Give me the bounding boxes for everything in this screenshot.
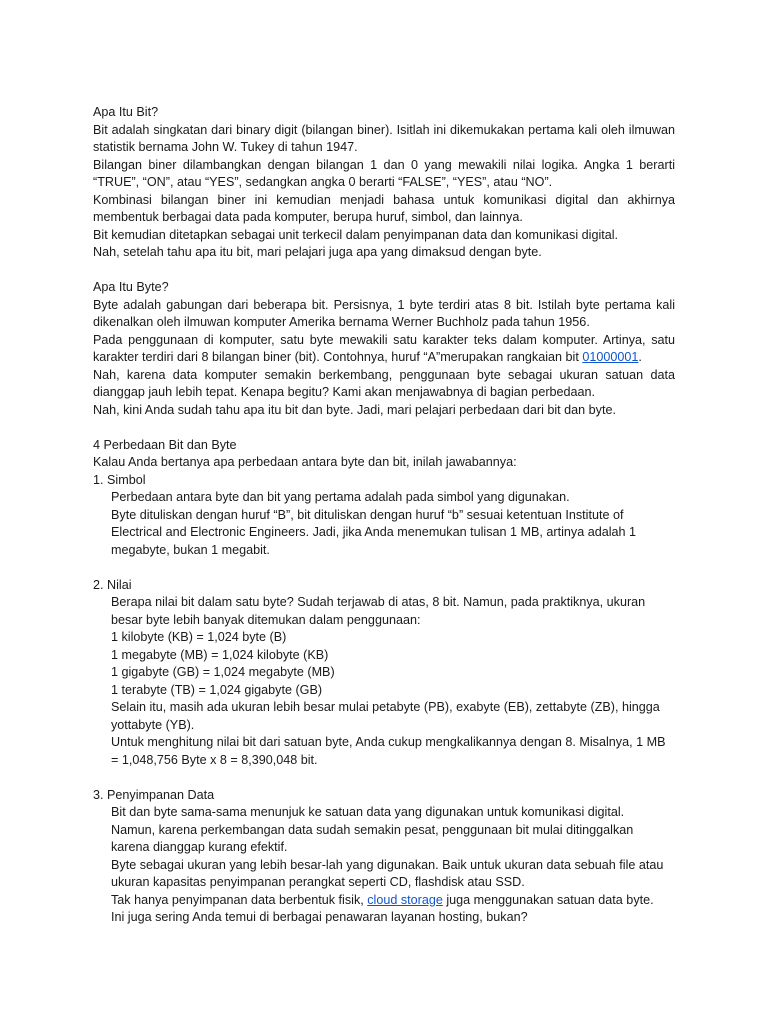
penyimpanan-paragraph-1: Bit dan byte sama-sama menunjuk ke satuan data yang digunakan untuk komunikasi digital. <box>111 805 625 819</box>
penyimpanan-paragraph-4 <box>111 892 675 910</box>
bit-paragraph-3: Kombinasi bilangan biner ini kemudian menjadi bahasa untuk komunikasi digital dan akhirnya membentuk berbagai data pada komputer, berupa huruf, simbol, dan lainnya. <box>93 192 675 224</box>
byte-paragraph-1: Byte adalah gabungan dari beberapa bit. Persisnya, 1 byte terdiri atas 8 bit. Istilah byte pertama kali dikenalkan oleh ilmuwan komputer Amerika bernama Werner Buchholz pada tahun 1956. <box>93 297 675 329</box>
conversion-line: 1 terabyte (TB) = 1,024 gigabyte (GB) <box>111 682 323 697</box>
bit-paragraph-5: Nah, setelah tahu apa itu bit, mari pelajari juga apa yang dimaksud dengan byte. <box>93 245 542 259</box>
conversion-line: 1 kilobyte (KB) = 1,024 byte (B) <box>111 630 287 644</box>
bit-paragraph-2: Bilangan biner dilambangkan dengan bilangan 1 dan 0 yang mewakili nilai logika. Angka 1 berarti “TRUE”, “ON”, atau “YES”, sedangkan angka 0 berarti “FALSE”, “YES”, atau “NO”. <box>93 157 675 189</box>
nilai-paragraph-2: Selain itu, masih ada ukuran lebih besar mulai petabyte (PB), exabyte (EB), zettabyte (ZB), hingga yottabyte (YB). <box>111 700 660 732</box>
nilai-body <box>93 594 675 769</box>
document-page <box>93 104 675 927</box>
cloud-storage-link[interactable]: cloud storage <box>367 892 443 907</box>
penyimpanan-paragraph-4-end: juga menggunakan satuan data byte. <box>442 892 654 907</box>
byte-paragraph-2 <box>93 332 675 367</box>
blank-line <box>93 262 675 280</box>
blank-line <box>93 419 675 437</box>
blank-line <box>93 769 675 787</box>
penyimpanan-paragraph-3: Byte sebagai ukuran yang lebih besar-lah yang digunakan. Baik untuk ukuran data sebuah file atau ukuran kapasitas penyimpanan perangkat seperti CD, flashdisk atau SSD. <box>111 857 664 889</box>
conversion-line: 1 gigabyte (GB) = 1,024 megabyte (MB) <box>111 665 335 679</box>
heading-perbedaan: 4 Perbedaan Bit dan Byte <box>93 437 237 452</box>
simbol-body <box>93 489 675 559</box>
nilai-paragraph-3: Untuk menghitung nilai bit dari satuan byte, Anda cukup mengkalikannya dengan 8. Misalnya, 1 MB = 1,048,756 Byte x 8 = 8,390,048 bit. <box>111 735 666 767</box>
list-item-simbol-title: 1. Simbol <box>93 472 146 487</box>
list-item-penyimpanan-title: 3. Penyimpanan Data <box>93 787 215 802</box>
heading-apa-itu-bit: Apa Itu Bit? <box>93 105 159 119</box>
byte-paragraph-3: Nah, karena data komputer semakin berkembang, penggunaan byte sebagai ukuran satuan data dianggap jauh lebih tepat. Kenapa begitu? Kami akan menjawabnya di bagian perbedaan. <box>93 367 675 399</box>
binary-example-link[interactable]: 01000001 <box>582 350 639 364</box>
nilai-paragraph-1: Berapa nilai bit dalam satu byte? Sudah terjawab di atas, 8 bit. Namun, pada praktiknya, ukuran besar byte lebih banyak ditemukan dalam penggunaan: <box>111 595 646 627</box>
byte-paragraph-2-text: Pada penggunaan di komputer, satu byte mewakili satu karakter teks dalam komputer. Artinya, satu karakter terdiri dari 8 bilangan biner (bit). Contohnya, huruf “A”merupakan rangkaian bit <box>93 332 675 364</box>
byte-paragraph-2-end: . <box>638 350 642 364</box>
perbedaan-intro: Kalau Anda bertanya apa perbedaan antara byte dan bit, inilah jawabannya: <box>93 455 517 469</box>
bit-paragraph-4: Bit kemudian ditetapkan sebagai unit terkecil dalam penyimpanan data dan komunikasi digital. <box>93 227 619 242</box>
blank-line <box>93 559 675 577</box>
bit-paragraph-1: Bit adalah singkatan dari binary digit (bilangan biner). Isitlah ini dikemukakan pertama kali oleh ilmuwan statistik bernama John W. Tukey di tahun 1947. <box>93 122 675 154</box>
penyimpanan-paragraph-4-text: Tak hanya penyimpanan data berbentuk fisik, <box>111 892 368 907</box>
byte-paragraph-4: Nah, kini Anda sudah tahu apa itu bit dan byte. Jadi, mari pelajari perbedaan dari bit dan byte. <box>93 402 616 417</box>
penyimpanan-paragraph-5: Ini juga sering Anda temui di berbagai penawaran layanan hosting, bukan? <box>111 910 528 924</box>
simbol-paragraph-1: Perbedaan antara byte dan bit yang pertama adalah pada simbol yang digunakan. <box>111 490 570 504</box>
conversion-line: 1 megabyte (MB) = 1,024 kilobyte (KB) <box>111 647 329 662</box>
penyimpanan-body <box>93 804 675 927</box>
penyimpanan-paragraph-2: Namun, karena perkembangan data sudah semakin pesat, penggunaan bit mulai ditinggalkan karena dianggap kurang efektif. <box>111 822 634 854</box>
simbol-paragraph-2: Byte dituliskan dengan huruf “B”, bit dituliskan dengan huruf “b” sesuai ketentuan Institute of Electrical and Electronic Engineers. Jadi, jika Anda menemukan tulisan 1 MB, artinya adalah 1 megabyte, bukan 1 megabit. <box>111 507 637 557</box>
list-item-nilai-title: 2. Nilai <box>93 577 132 592</box>
heading-apa-itu-byte: Apa Itu Byte? <box>93 280 169 294</box>
